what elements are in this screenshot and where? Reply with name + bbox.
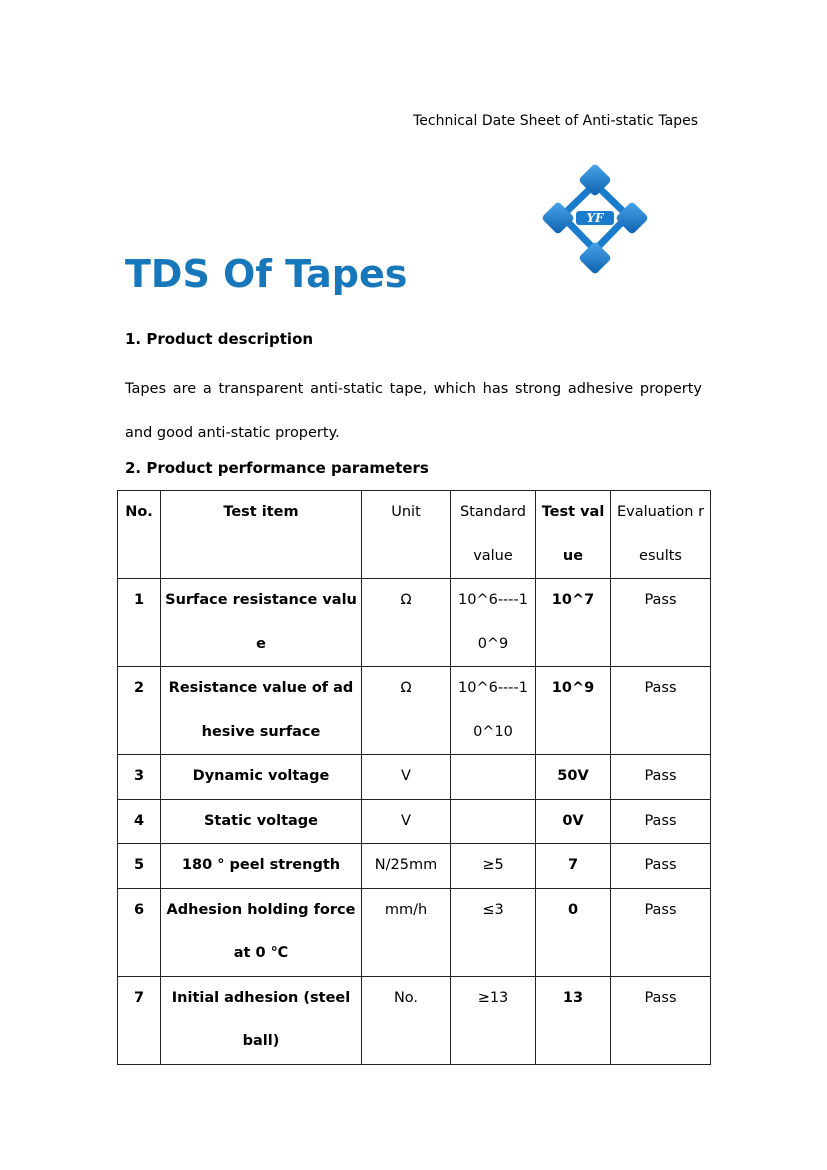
cell-test-value: 7	[536, 844, 611, 889]
cell-test-item: Adhesion holding force at 0 ℃	[161, 888, 362, 976]
cell-no: 5	[118, 844, 161, 889]
column-header-test-item: Test item	[161, 491, 362, 579]
cell-test-item: Static voltage	[161, 799, 362, 844]
cell-test-item: Resistance value of adhesive surface	[161, 667, 362, 755]
product-description-text: Tapes are a transparent anti-static tape, which has strong adhesive property and good anti-static property.	[125, 381, 702, 441]
cell-no: 6	[118, 888, 161, 976]
cell-result: Pass	[611, 799, 711, 844]
logo-graphic	[536, 164, 654, 282]
cell-result: Pass	[611, 844, 711, 889]
table-row	[118, 888, 711, 976]
cell-unit: No.	[362, 976, 451, 1064]
cell-test-value: 0V	[536, 799, 611, 844]
cell-test-value: 50V	[536, 755, 611, 800]
table-row	[118, 844, 711, 889]
table-row	[118, 667, 711, 755]
column-header-unit: Unit	[362, 491, 451, 579]
cell-test-item: Initial adhesion (steel ball)	[161, 976, 362, 1064]
cell-test-value: 13	[536, 976, 611, 1064]
table-row	[118, 579, 711, 667]
cell-no: 7	[118, 976, 161, 1064]
column-header-no: No.	[118, 491, 161, 579]
cell-unit: mm/h	[362, 888, 451, 976]
cell-no: 3	[118, 755, 161, 800]
column-header-standard-value: Standard value	[451, 491, 536, 579]
cell-standard-value: ≤3	[451, 888, 536, 976]
company-logo	[536, 164, 654, 282]
cell-no: 4	[118, 799, 161, 844]
cell-standard-value: 10^6----10^9	[451, 579, 536, 667]
table-header-row	[118, 491, 711, 579]
cell-standard-value	[451, 799, 536, 844]
cell-test-value: 10^9	[536, 667, 611, 755]
cell-unit: Ω	[362, 667, 451, 755]
page-title: TDS Of Tapes	[125, 252, 408, 296]
cell-result: Pass	[611, 755, 711, 800]
cell-standard-value	[451, 755, 536, 800]
cell-result: Pass	[611, 667, 711, 755]
cell-unit: V	[362, 755, 451, 800]
section-heading-performance-parameters: 2. Product performance parameters	[125, 459, 429, 477]
cell-standard-value: ≥5	[451, 844, 536, 889]
section-heading-product-description: 1. Product description	[125, 330, 314, 348]
cell-test-item: Surface resistance value	[161, 579, 362, 667]
cell-result: Pass	[611, 579, 711, 667]
table-row	[118, 976, 711, 1064]
column-header-test-value: Test value	[536, 491, 611, 579]
cell-unit: Ω	[362, 579, 451, 667]
cell-unit: N/25mm	[362, 844, 451, 889]
cell-test-item: 180 ° peel strength	[161, 844, 362, 889]
cell-test-value: 0	[536, 888, 611, 976]
cell-test-item: Dynamic voltage	[161, 755, 362, 800]
cell-test-value: 10^7	[536, 579, 611, 667]
logo-text: YF	[586, 211, 604, 225]
performance-parameters-table	[117, 490, 711, 1065]
table-row	[118, 799, 711, 844]
cell-result: Pass	[611, 888, 711, 976]
cell-result: Pass	[611, 976, 711, 1064]
column-header-evaluation-results: Evaluation results	[611, 491, 711, 579]
table-row	[118, 755, 711, 800]
cell-no: 2	[118, 667, 161, 755]
cell-no: 1	[118, 579, 161, 667]
cell-standard-value: ≥13	[451, 976, 536, 1064]
cell-unit: V	[362, 799, 451, 844]
cell-standard-value: 10^6----10^10	[451, 667, 536, 755]
document-header: Technical Date Sheet of Anti-static Tapes	[413, 113, 698, 129]
